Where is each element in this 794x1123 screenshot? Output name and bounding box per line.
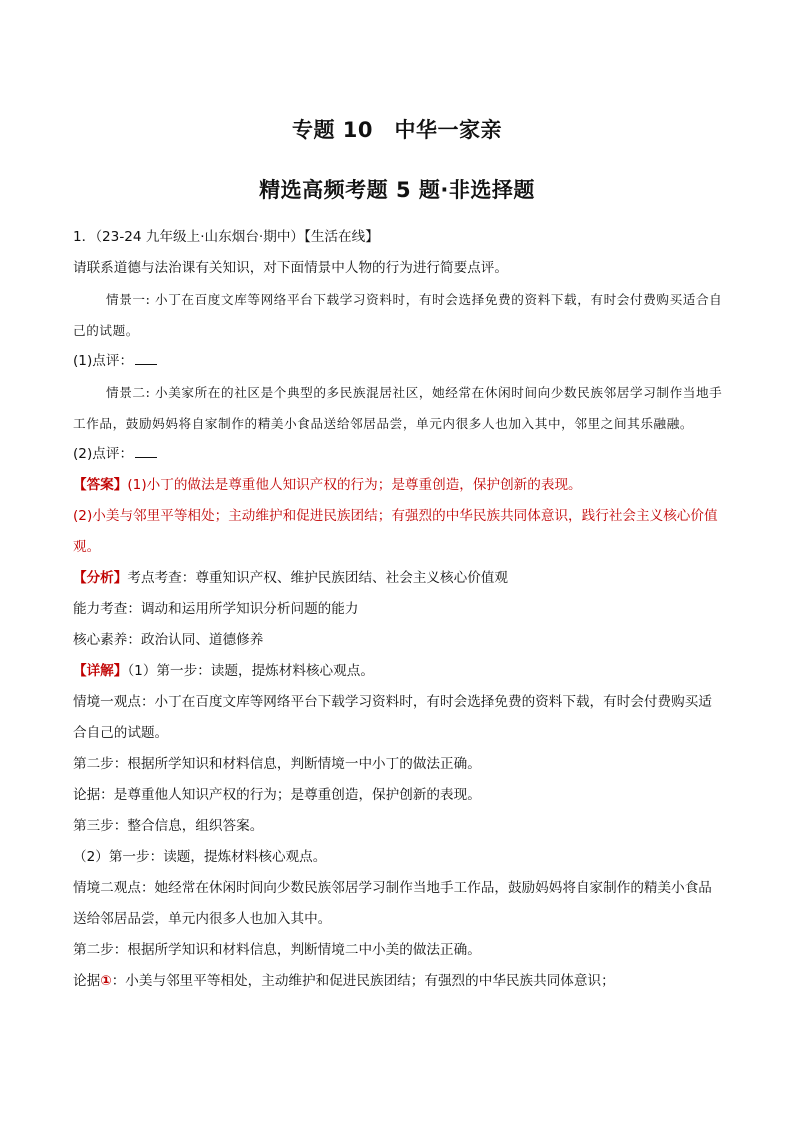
scene-one-text: 情景一: 小丁在百度文库等网络平台下载学习资料时，有时会选择免费的资料下载，有时会付费购买适合自己的试题。 [73, 292, 723, 338]
circled-number-marker: ① [100, 973, 112, 989]
question-one-label-text: (1)点评： [73, 353, 134, 369]
detail-step-three: 第三步：整合信息，组织答案。 [73, 818, 264, 834]
detail-line [73, 656, 723, 687]
detail-step-two: 第二步：根据所学知识和材料信息，判断情境一中小丁的做法正确。 [73, 756, 481, 772]
detail-argument-two [73, 966, 723, 997]
scene-two-text: 情景二: 小美家所在的社区是个典型的多民族混居社区，她经常在休闲时间向少数民族邻居学习制作当地手工作品，鼓励妈妈将自家制作的精美小食品送给邻居品尝，单元内很多人也加入其中，邻里之间其乐融融。 [73, 385, 723, 431]
detail-step-two-second: 第二步：根据所学知识和材料信息，判断情境二中小美的做法正确。 [73, 942, 481, 958]
answer-one-text: (1)小丁的做法是尊重他人知识产权的行为；是尊重创造，保护创新的表现。 [127, 477, 582, 493]
analysis-tag: 【分析】 [73, 570, 128, 586]
detail-step-one: （1）第一步：读题，提炼材料核心观点。 [127, 663, 374, 679]
analysis-line [73, 563, 723, 594]
page-subtitle: 精选高频考题 5 题·非选择题 [259, 178, 535, 202]
detail-argument-one: 论据：是尊重他人知识产权的行为；是尊重创造，保护创新的表现。 [73, 787, 481, 803]
answer-line-one [73, 470, 723, 501]
detail-step-one-second: （2）第一步：读题，提炼材料核心观点。 [73, 849, 327, 865]
answer-blank-one [135, 352, 157, 365]
question-prompt: 请联系道德与法治课有关知识，对下面情景中人物的行为进行简要点评。 [73, 260, 508, 276]
question-one-label [73, 346, 723, 377]
analysis-ability: 能力考查：调动和运用所学知识分析问题的能力 [73, 601, 359, 617]
question-two-label [73, 439, 723, 470]
answer-tag: 【答案】 [73, 477, 128, 493]
argument-two-prefix: 论据 [73, 973, 101, 989]
detail-view-one: 情境一观点：小丁在百度文库等网络平台下载学习资料时，有时会选择免费的资料下载，有时会付费购买适合自己的试题。 [73, 694, 712, 741]
analysis-literacy: 核心素养：政治认同、道德修养 [73, 632, 264, 648]
question-two-label-text: (2)点评： [73, 446, 134, 462]
analysis-points: 考点考查：尊重知识产权、维护民族团结、社会主义核心价值观 [127, 570, 508, 586]
detail-view-two: 情境二观点：她经常在休闲时间向少数民族邻居学习制作当地手工作品，鼓励妈妈将自家制作的精美小食品送给邻居品尝，单元内很多人也加入其中。 [73, 880, 712, 927]
argument-two-text: ：小美与邻里平等相处，主动维护和促进民族团结；有强烈的中华民族共同体意识； [111, 973, 615, 989]
question-source: 1．（23-24 九年级上·山东烟台·期中）【生活在线】 [73, 229, 379, 245]
answer-two-text: (2)小美与邻里平等相处；主动维护和促进民族团结；有强烈的中华民族共同体意识，践行社会主义核心价值观。 [73, 508, 718, 555]
answer-blank-two [135, 445, 157, 458]
page-title: 专题 10 中华一家亲 [291, 118, 503, 142]
document-body [73, 222, 723, 997]
detail-tag: 【详解】 [73, 663, 128, 679]
